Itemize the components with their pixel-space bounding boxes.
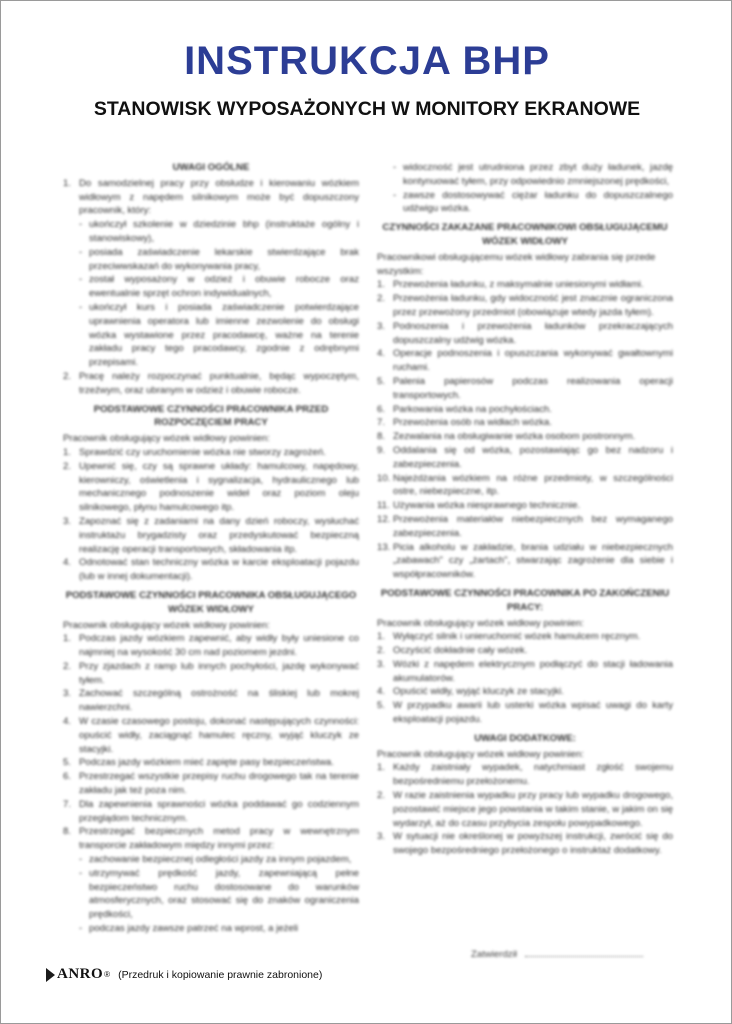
list-item-number: 6. [377,403,386,415]
list-subitem [79,301,359,370]
list-subitem [79,246,359,274]
list-item-number: 11. [377,500,390,512]
subitem-dash: - [79,854,83,866]
instruction-body [63,161,671,961]
list-item-number: 1. [377,279,386,291]
list-item-text: Zezwalania na obsługiwanie wózka osobom postronnym. [393,431,636,443]
list-item-number: 3. [377,831,386,843]
subitem-dash: - [79,923,83,935]
list-item-text: Przewożenia osób na widłach wózka. [393,417,552,429]
list-item-text: Każdy zaistniały wypadek, natychmiast zgłość swojemu bezpośredniemu przełożonemu. [393,762,673,788]
list-item [377,789,673,830]
list-item-number: 2. [63,370,72,382]
list-item-number: 12. [377,513,391,525]
list-item-number: 5. [377,700,386,712]
list-item [377,375,673,403]
list-item-number: 10. [377,472,391,484]
logo-text: ANRO [57,966,104,982]
list-item-number: 7. [63,798,72,810]
list-item-number: 2. [377,645,386,657]
left-column [63,161,359,936]
subitem-text: utrzymywać prędkość jazdy, zapewniającą pełne bezpieczeństwo ruchu dostosowane do warunków atmosferycznych, oraz stosować się do znaków ograniczenia prędkości, [89,867,359,921]
list-item-number: 6. [63,771,72,783]
list-subitem [79,273,359,301]
list-item [377,403,673,417]
list-item-number: 5. [377,375,386,387]
logo-arrow-icon [46,968,55,982]
subitem-dash: - [79,867,83,879]
list-item-number: 1. [377,762,386,774]
list-item-text: Pracę należy rozpoczynać punktualnie, będąc wypoczętym, trzeźwym, oraz ubranym w odzież i obuwie robocze. [79,370,359,396]
list-item [377,278,673,292]
list-item [377,630,673,644]
list-item-text: Podczas jazdy wózkiem mieć zapięte pasy bezpieczeństwa. [79,757,334,769]
list-item-text: Dla zapewnienia sprawności wózka poddawać go codziennym przeglądom technicznym. [79,798,359,824]
subitem-text: zawsze dostosowywać ciężar ładunku do dopuszczalnego udźwigu wózka. [403,189,673,215]
list-item-number: 8. [63,826,72,838]
footer [46,966,322,983]
list-item-number: 4. [377,348,386,360]
list-item [63,756,359,770]
list-item-number: 3. [63,515,72,527]
list-item [377,472,673,500]
subitem-dash: - [393,162,397,173]
list-item-text: Zapoznać się z zadaniami na dany dzień roboczy, wysłuchać instruktażu brygadzisty oraz przedyskutować bezpieczną realizację operacji transportowych, składowania itp. [79,515,359,555]
list-item-number: 3. [377,320,386,332]
list-item-text: Podczas jazdy wózkiem zapewnić, aby widły były uniesione co najmniej na wysokość 30 cm nad poziomem jezdni. [79,633,359,659]
list-item-text: Opuścić widły, wyjąć kluczyk ze stacyjki. [393,686,564,698]
signature-label: Zatwierdził [471,949,517,960]
subitem-text: widoczność jest utrudniona przez zbyt duży ładunek, jazdę kontynuować tyłem, przy odpowiednio zmniejszonej prędkości, [403,162,673,187]
subitem-text: posiada zaświadczenie lekarskie stwierdzające brak przeciwwskazań do wykonywania pracy, [89,246,359,272]
list-subitem [393,189,673,217]
list-item-text: Operacje podnoszenia i opuszczania wykonywać gwałtownymi ruchami. [393,348,673,374]
list-item-number: 4. [377,686,386,698]
list-item-text: Przewożenia materiałów niebezpiecznych bez wymaganego zabezpieczenia. [393,513,673,539]
list-item [377,444,673,472]
list-item [377,699,673,727]
list-item-number: 7. [377,417,386,429]
subitem-text: został wyposażony w odzież i obuwie robocze oraz ewentualnie sprzęt ochron indywidualnych, [89,274,359,300]
subitem-dash: - [393,189,397,201]
list-item [63,715,359,756]
section-title: UWAGI OGÓLNE [172,162,250,173]
list-item-number: 13. [377,541,391,553]
subitem-dash: - [79,219,83,231]
list-item [377,347,673,375]
list-item-text: Najeżdżania wózkiem na różne przedmioty, w szczególności ostre, niebezpieczne, itp. [393,472,673,498]
right-column [377,161,673,858]
list-item-number: 4. [63,557,72,569]
section-title: PODSTAWOWE CZYNNOŚCI PRACOWNIKA OBSŁUGUJĄCEGO WÓZEK WIDŁOWY [65,589,357,615]
section-intro: Pracownik obsługujący wózek widłowy powinien: [63,619,270,631]
list-item [377,658,673,686]
list-item-text: Przestrzegać bezpiecznych metod pracy w wewnętrznym transporcie zakładowym między innymi przez: [79,826,359,852]
section-title: UWAGI DODATKOWE: [474,732,576,744]
section-intro: Pracownik obsługujący wózek widłowy powinien: [377,617,584,629]
list-item-number: 2. [63,660,72,672]
list-item [377,541,673,582]
list-item [377,292,673,320]
list-item [377,430,673,444]
list-item-number: 2. [377,293,386,305]
section-intro: Pracownik obsługujący wózek widłowy powinien: [63,433,270,445]
list-item-text: Upewnić się, czy są sprawne układy: hamulcowy, napędowy, kierowniczy, oświetlenia i sygnalizacja, hydraulicznego lub mechanicznego podnoszenie wideł oraz poziom oleju silnikowego, płynu hamulcowego itp. [79,460,359,514]
list-item [377,499,673,513]
section-intro: Pracownik obsługujący wózek widłowy powinien: [377,748,584,760]
list-item [377,685,673,699]
list-item-text: Podnoszenia i przewożenia ładunków przekraczających dopuszczalny udźwig wózka. [393,320,673,346]
list-item [63,798,359,826]
list-item-number: 2. [63,460,72,472]
list-item-text: Przestrzegać wszystkie przepisy ruchu drogowego tak na terenie zakładu jak też poza nim. [79,771,359,797]
list-item-number: 3. [377,658,386,670]
subitem-text: podczas jazdy zawsze patrzeć na wprost, a jeżeli [89,923,299,935]
list-item-number: 2. [377,790,386,802]
signature-line [525,956,643,957]
list-item-text: Oddalania się od wózka, pozostawiając go bez nadzoru i zabezpieczenia. [393,444,673,470]
list-item-text: Parkowania wózka na pochyłościach. [393,403,552,415]
document-subtitle: STANOWISK WYPOSAŻONYCH W MONITORY EKRANOWE [93,98,641,120]
subitem-dash: - [79,274,83,286]
list-item [63,370,359,398]
list-item-number: 3. [63,688,72,700]
list-item-text: Sprawdzić czy uruchomienie wózka nie stworzy zagrożeń. [79,446,326,458]
list-item-text: Picia alkoholu w zakładzie, brania udziału w niebezpiecznych „zabawach" czy „żartach", stwarzając zagrożenie dla siebie i współpracowników. [393,541,673,581]
list-subitem [79,867,359,922]
subitem-text: zachowanie bezpiecznej odległości jazdy za innym pojazdem, [89,854,352,866]
list-item-text: W czasie czasowego postoju, dokonać następujących czynności: opuścić widły, zaciągnąć hamulec ręczny, wyjąć kluczyk ze stacyjki. [79,716,359,755]
section-intro: Pracownikowi obsługującemu wózek widłowy zabrania się przede wszystkim: [377,251,656,277]
list-item [377,513,673,541]
list-item-text: Zachować szczególną ostrożność na śliskiej lub mokrej nawierzchni. [79,688,359,714]
list-item [63,177,359,218]
subitem-dash: - [79,301,83,313]
list-item [63,825,359,853]
signature-block [471,949,643,960]
list-item [377,644,673,658]
list-item-text: Używania wózka niesprawnego technicznie. [393,500,581,512]
list-item [63,632,359,660]
list-item-text: Odnotować stan techniczny wózka w karcie eksploatacji pojazdu (lub w innej dokumentacji). [79,557,359,583]
subitem-text: ukończył szkolenie w dziedzinie bhp (instruktaże ogólny i stanowiskowy), [89,219,359,244]
subitem-dash: - [79,246,83,258]
list-item-number: 8. [377,431,386,443]
list-item-text: Przewożenia ładunku, gdy widoczność jest znacznie ograniczona przez przewożony przedmiot (obowiązuje wtedy jazda tyłem). [393,293,673,318]
list-item [63,446,359,460]
section-title: PODSTAWOWE CZYNNOŚCI PRACOWNIKA PRZED ROZPOCZĘCIEM PRACY [93,403,329,429]
list-item-number: 1. [63,177,72,189]
list-subitem [393,161,673,189]
list-item-number: 9. [377,444,386,456]
list-item-text: Wyłączyć silnik i unieruchomić wózek hamulcem ręcznym. [393,631,641,643]
list-item [63,515,359,556]
document-title: INSTRUKCJA BHP [184,39,550,83]
section-title: PODSTAWOWE CZYNNOŚCI PRACOWNIKA PO ZAKOŃCZENIU PRACY: [380,587,670,613]
list-item-text: Wózki z napędem elektrycznym podłączyć do stacji ładowania akumulatorów. [393,658,673,684]
list-item-text: Palenia papierosów podczas realizowania operacji transportowych. [393,375,673,401]
list-item [377,416,673,430]
list-subitem [79,853,359,867]
list-item-number: 5. [63,757,72,769]
list-item [63,460,359,515]
anro-logo [46,966,110,983]
list-item-text: Oczyścić dokładnie cały wózek. [393,645,528,657]
list-item-number: 4. [63,716,72,728]
list-subitem [79,922,359,936]
list-item-text: W sytuacji nie określonej w powyższej instrukcji, zwrócić się do swojego bezpośredniego przełożonego o instruktaż dodatkowy. [393,831,673,857]
section-title: CZYNNOŚCI ZAKAZANE PRACOWNIKOWI OBSŁUGUJĄCEMU WÓZEK WIDŁOWY [382,222,668,247]
list-item-text: Przy zjazdach z ramp lub innych pochyłości, jazdę wykonywać tyłem. [79,660,359,686]
list-item-text: Przewożenia ładunku, z maksymalnie uniesionymi widłami. [393,279,644,291]
list-subitem [79,218,359,246]
list-item-text: W przypadku awarii lub usterki wózka wpisać uwagi do karty eksploatacji pojazdu. [393,700,673,726]
subitem-text: ukończył kurs i posiada zaświadczenie potwierdzające uprawnienia operatora lub imienne zezwolenie do obsługi wózka wystawione przez pracodawcę, ważne na terenie zakładu pracy tego pracodawcy, zgodnie z odrębnymi przepisami. [89,301,359,369]
logo-registered-mark: ® [104,970,111,979]
list-item [63,687,359,715]
list-item-number: 1. [63,633,72,645]
list-item [63,660,359,688]
list-item [377,761,673,789]
list-item-number: 1. [377,631,386,643]
list-item [63,556,359,584]
list-item-number: 1. [63,446,72,458]
list-item [377,830,673,858]
list-item-text: W razie zaistnienia wypadku przy pracy lub wypadku drogowego, pozostawić miejsce jego powstania w takim stanie, w jakim on się wydarzył, aż do czasu przybycia zespołu powypadkowego. [393,790,673,829]
list-item-text: Do samodzielnej pracy przy obsłudze i kierowaniu wózkiem widłowym z napędem silnikowym może być dopuszczony pracownik, który: [79,177,359,217]
copyright-notice: (Przedruk i kopiowanie prawnie zabronione) [118,968,323,981]
list-item [63,770,359,798]
list-item [377,320,673,348]
